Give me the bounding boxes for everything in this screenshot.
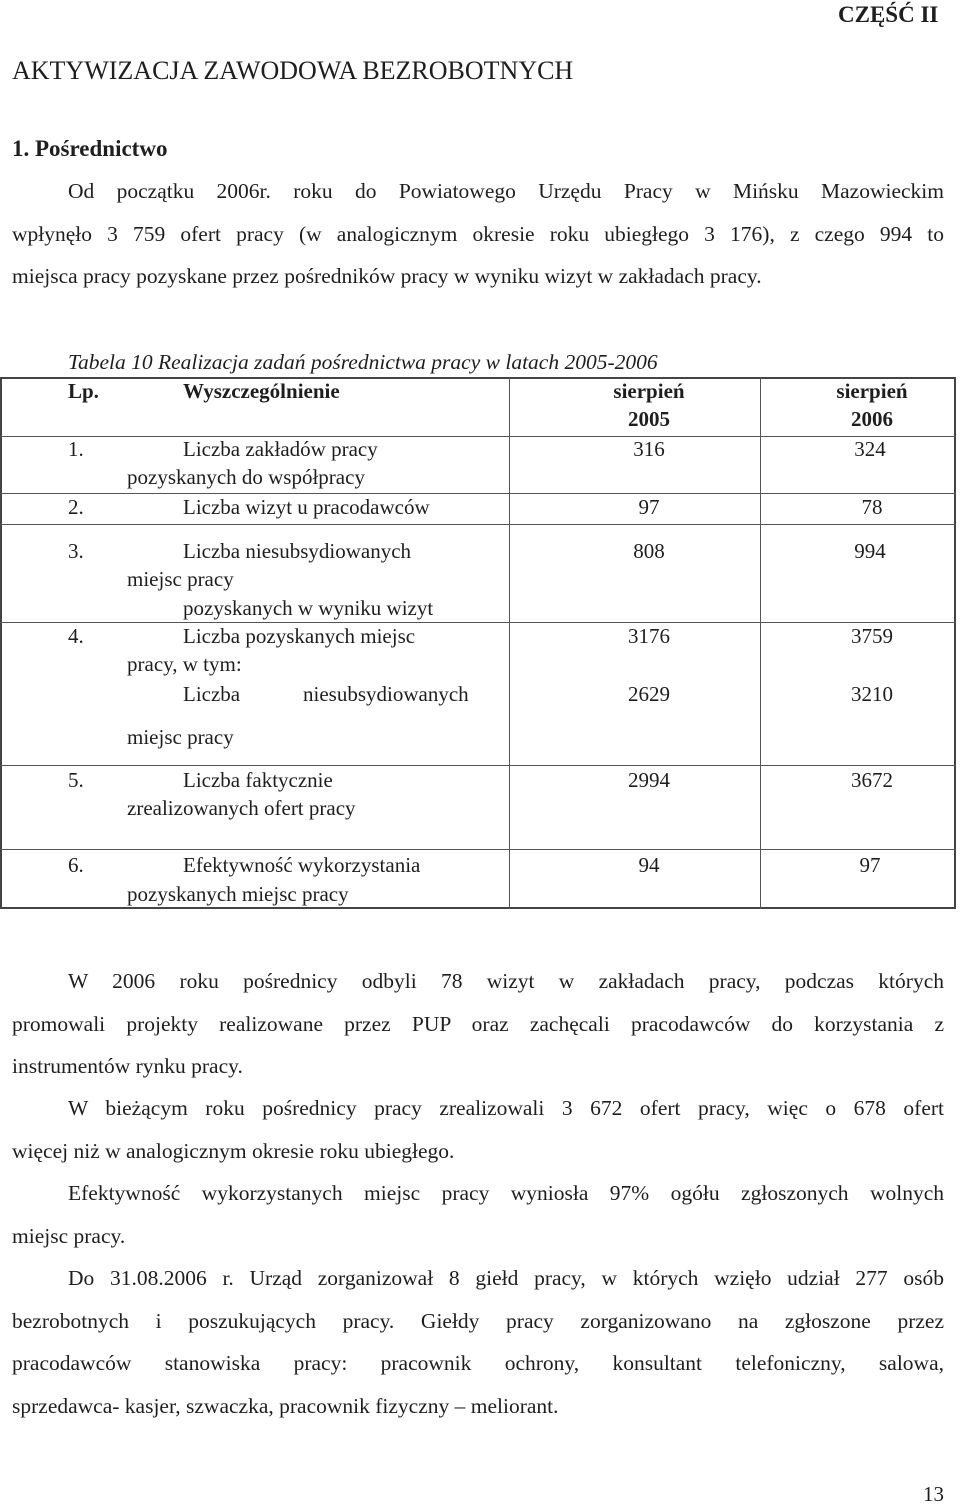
- value-2006: 97: [859, 853, 881, 877]
- row-label: Liczba niesubsydiowanych: [183, 539, 412, 563]
- value-2005: 316: [633, 437, 665, 461]
- sub-row-label: miejsc pracy: [127, 725, 234, 749]
- row-label: zrealizowanych ofert pracy: [127, 796, 356, 820]
- sub-value-2005: 2629: [628, 682, 670, 706]
- table-row-divider: [0, 622, 956, 623]
- row-lp: 3.: [68, 539, 84, 563]
- intro-line: Od początku 2006r. roku do Powiatowego Urzędu Pracy w Mińsku Mazowieckim: [68, 179, 944, 203]
- value-2006: 3672: [851, 768, 893, 792]
- paragraph-line: promowali projekty realizowane przez PUP oraz zachęcali pracodawców do korzystania z: [12, 1012, 944, 1036]
- row-label: Liczba wizyt u pracodawców: [183, 495, 430, 519]
- part-label: CZĘŚĆ II: [838, 2, 939, 27]
- paragraph-line: Do 31.08.2006 r. Urząd zorganizował 8 giełd pracy, w których wzięło udział 277 osób: [68, 1266, 944, 1290]
- document-title: AKTYWIZACJA ZAWODOWA BEZROBOTNYCH: [12, 56, 574, 85]
- row-label: Liczba zakładów pracy: [183, 437, 378, 461]
- table-frame: [0, 377, 956, 909]
- row-label: pozyskanych miejsc pracy: [127, 882, 349, 906]
- header-2006-month: sierpień: [836, 379, 908, 403]
- table-row-divider: [0, 524, 956, 525]
- value-2006: 994: [854, 539, 886, 563]
- value-2005: 97: [638, 495, 660, 519]
- row-label: pozyskanych w wyniku wizyt: [183, 596, 434, 620]
- table-caption: Tabela 10 Realizacja zadań pośrednictwa pracy w latach 2005-2006: [68, 350, 658, 374]
- intro-line: miejsca pracy pozyskane przez pośredników pracy w wyniku wizyt w zakładach pracy.: [12, 264, 762, 288]
- row-label: Liczba faktycznie: [183, 768, 333, 792]
- value-2005: 3176: [628, 624, 670, 648]
- value-2006: 78: [861, 495, 883, 519]
- paragraph-line: bezrobotnych i poszukujących pracy. Giełdy pracy zorganizowano na zgłoszone przez: [12, 1309, 944, 1333]
- paragraph-line: sprzedawca- kasjer, szwaczka, pracownik fizyczny – meliorant.: [12, 1394, 559, 1418]
- row-label: pracy, w tym:: [127, 652, 242, 676]
- table-row-divider: [0, 849, 956, 850]
- table-row-divider: [0, 493, 956, 494]
- table-divider: [760, 377, 761, 909]
- row-label: Efektywność wykorzystania: [183, 853, 421, 877]
- row-lp: 1.: [68, 437, 84, 461]
- paragraph-line: więcej niż w analogicznym okresie roku ubiegłego.: [12, 1139, 455, 1163]
- section-heading: 1. Pośrednictwo: [12, 136, 168, 161]
- header-item: Wyszczególnienie: [183, 379, 340, 403]
- value-2006: 324: [854, 437, 886, 461]
- table-divider: [509, 377, 510, 909]
- header-2005-year: 2005: [628, 407, 670, 431]
- paragraph-line: W bieżącym roku pośrednicy pracy zrealizowali 3 672 ofert pracy, więc o 678 ofert: [68, 1096, 944, 1120]
- row-lp: 2.: [68, 495, 84, 519]
- table-row-divider: [0, 765, 956, 766]
- page-number: 13: [923, 1482, 944, 1506]
- header-lp: Lp.: [68, 379, 99, 403]
- value-2005: 94: [638, 853, 660, 877]
- intro-line: wpłynęło 3 759 ofert pracy (w analogicznym okresie roku ubiegłego 3 176), z czego 994 to: [12, 222, 944, 246]
- paragraph-line: W 2006 roku pośrednicy odbyli 78 wizyt w zakładach pracy, podczas których: [68, 969, 944, 993]
- paragraph-line: pracodawców stanowiska pracy: pracownik ochrony, konsultant telefoniczny, salowa,: [12, 1351, 944, 1375]
- paragraph-line: Efektywność wykorzystanych miejsc pracy wyniosła 97% ogółu zgłoszonych wolnych: [68, 1181, 944, 1205]
- paragraph-line: instrumentów rynku pracy.: [12, 1054, 243, 1078]
- sub-row-label: niesubsydiowanych: [303, 682, 469, 706]
- row-lp: 5.: [68, 768, 84, 792]
- sub-value-2006: 3210: [851, 682, 893, 706]
- row-label: pozyskanych do współpracy: [127, 465, 365, 489]
- value-2005: 808: [633, 539, 665, 563]
- header-2006-year: 2006: [851, 407, 893, 431]
- sub-row-label: Liczba: [183, 682, 241, 706]
- table-row-divider: [0, 436, 956, 437]
- row-label: Liczba pozyskanych miejsc: [183, 624, 416, 648]
- row-lp: 4.: [68, 624, 84, 648]
- row-label: miejsc pracy: [127, 567, 234, 591]
- paragraph-line: miejsc pracy.: [12, 1224, 126, 1248]
- row-lp: 6.: [68, 853, 84, 877]
- header-2005-month: sierpień: [613, 379, 685, 403]
- value-2005: 2994: [628, 768, 670, 792]
- value-2006: 3759: [851, 624, 893, 648]
